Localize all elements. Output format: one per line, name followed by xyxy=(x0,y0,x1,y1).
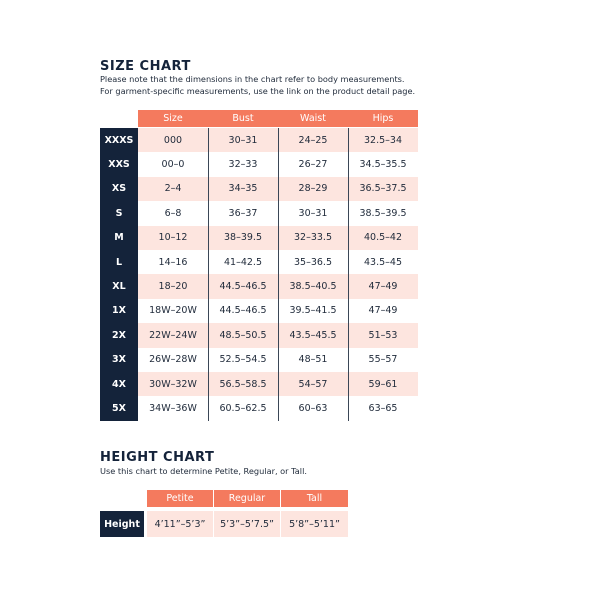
size-row xyxy=(100,299,418,323)
waist-value: 54–57 xyxy=(278,372,348,396)
hips-value: 32.5–34 xyxy=(348,128,418,152)
size-row xyxy=(100,323,418,347)
waist-value: 30–31 xyxy=(278,201,348,225)
hips-value: 59–61 xyxy=(348,372,418,396)
bust-value: 38–39.5 xyxy=(208,226,278,250)
hips-value: 47–49 xyxy=(348,299,418,323)
size-chart-table xyxy=(100,109,418,421)
bust-value: 60.5–62.5 xyxy=(208,396,278,420)
waist-value: 39.5–41.5 xyxy=(278,299,348,323)
size-row xyxy=(100,226,418,250)
hips-value: 40.5–42 xyxy=(348,226,418,250)
size-row xyxy=(100,274,418,298)
hips-value: 38.5–39.5 xyxy=(348,201,418,225)
size-row xyxy=(100,372,418,396)
size-row-label: XL xyxy=(112,281,126,293)
size-row-label: 5X xyxy=(112,402,126,414)
size-value: 18W–20W xyxy=(138,299,208,323)
waist-value: 48–51 xyxy=(278,348,348,372)
size-value: 30W–32W xyxy=(138,372,208,396)
size-row xyxy=(100,250,418,274)
column-divider xyxy=(208,128,209,421)
hips-value: 51–53 xyxy=(348,323,418,347)
column-divider xyxy=(348,128,349,421)
size-value: 10–12 xyxy=(138,226,208,250)
bust-value: 32–33 xyxy=(208,152,278,176)
bust-value: 30–31 xyxy=(208,128,278,152)
hips-value: 47–49 xyxy=(348,274,418,298)
hips-value: 36.5–37.5 xyxy=(348,177,418,201)
height-tall-value: 5’8”–5’11” xyxy=(281,511,348,537)
size-chart-title: SIZE CHART xyxy=(100,59,191,74)
bust-value: 52.5–54.5 xyxy=(208,348,278,372)
size-chart-note-line1: Please note that the dimensions in the chart refer to body measurements. xyxy=(100,74,405,84)
waist-value: 35–36.5 xyxy=(278,250,348,274)
size-row-label: 4X xyxy=(112,378,126,390)
bust-value: 36–37 xyxy=(208,201,278,225)
size-chart-header-row xyxy=(100,109,418,128)
waist-value: 43.5–45.5 xyxy=(278,323,348,347)
size-row xyxy=(100,348,418,372)
height-chart-header-row xyxy=(100,490,348,507)
size-row xyxy=(100,152,418,176)
size-value: 34W–36W xyxy=(138,396,208,420)
size-row-label: XXXS xyxy=(104,134,134,146)
size-row-label: XXS xyxy=(108,159,130,171)
size-value: 00–0 xyxy=(138,152,208,176)
size-row xyxy=(100,396,418,420)
header-tall: Tall xyxy=(281,490,348,507)
hips-value: 34.5–35.5 xyxy=(348,152,418,176)
size-row-label: S xyxy=(115,207,123,219)
height-chart-title: HEIGHT CHART xyxy=(100,450,215,465)
waist-value: 60–63 xyxy=(278,396,348,420)
size-row-label: M xyxy=(114,232,124,244)
size-value: 000 xyxy=(138,128,208,152)
size-row-label: L xyxy=(115,256,123,268)
height-row-label: Height xyxy=(100,511,144,537)
size-value: 26W–28W xyxy=(138,348,208,372)
waist-value: 24–25 xyxy=(278,128,348,152)
size-value: 6–8 xyxy=(138,201,208,225)
size-value: 14–16 xyxy=(138,250,208,274)
size-row xyxy=(100,201,418,225)
bust-value: 48.5–50.5 xyxy=(208,323,278,347)
height-chart-note: Use this chart to determine Petite, Regular, or Tall. xyxy=(100,466,307,476)
height-chart-table xyxy=(100,490,348,537)
hips-value: 43.5–45 xyxy=(348,250,418,274)
bust-value: 34–35 xyxy=(208,177,278,201)
bust-value: 41–42.5 xyxy=(208,250,278,274)
size-row-label: 1X xyxy=(112,305,126,317)
hips-value: 63–65 xyxy=(348,396,418,420)
size-row xyxy=(100,128,418,152)
bust-value: 56.5–58.5 xyxy=(208,372,278,396)
header-waist: Waist xyxy=(278,110,348,127)
header-petite: Petite xyxy=(147,490,213,507)
height-regular-value: 5’3”–5’7.5” xyxy=(214,511,280,537)
waist-value: 32–33.5 xyxy=(278,226,348,250)
header-regular: Regular xyxy=(214,490,280,507)
header-hips: Hips xyxy=(348,110,418,127)
bust-value: 44.5–46.5 xyxy=(208,299,278,323)
header-bust: Bust xyxy=(208,110,278,127)
size-row-label: 3X xyxy=(112,354,126,366)
waist-value: 26–27 xyxy=(278,152,348,176)
size-value: 22W–24W xyxy=(138,323,208,347)
height-petite-value: 4’11”–5’3” xyxy=(147,511,213,537)
size-value: 2–4 xyxy=(138,177,208,201)
hips-value: 55–57 xyxy=(348,348,418,372)
height-row xyxy=(100,511,348,537)
waist-value: 28–29 xyxy=(278,177,348,201)
size-chart-note-line2: For garment-specific measurements, use the link on the product detail page. xyxy=(100,85,416,96)
size-value: 18–20 xyxy=(138,274,208,298)
waist-value: 38.5–40.5 xyxy=(278,274,348,298)
header-size: Size xyxy=(138,110,208,127)
column-divider xyxy=(278,128,279,421)
size-row xyxy=(100,177,418,201)
size-row-label: 2X xyxy=(112,329,126,341)
size-row-label: XS xyxy=(111,183,127,195)
bust-value: 44.5–46.5 xyxy=(208,274,278,298)
